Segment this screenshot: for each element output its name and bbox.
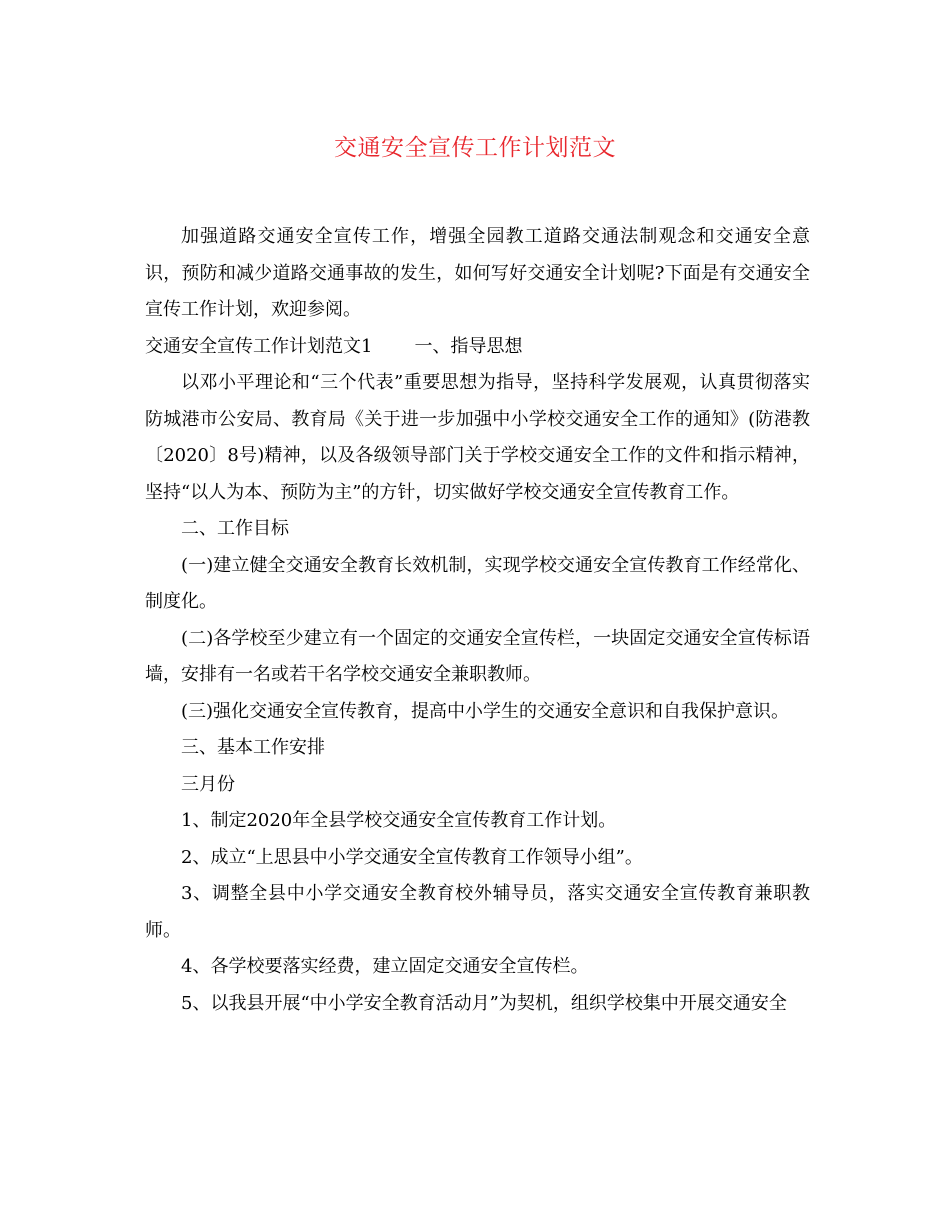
section-heading-line <box>145 329 810 366</box>
task-item-2: 2、成立“上思县中小学交通安全宣传教育工作领导小组”。 <box>181 846 643 868</box>
task-item-1: 1、制定2020年全县学校交通安全宣传教育工作计划。 <box>181 810 617 831</box>
section-title: 交通安全宣传工作计划范文1 <box>145 335 373 357</box>
goals-heading: 二、工作目标 <box>181 518 289 539</box>
goal-item-2: (二)各学校至少建立有一个固定的交通安全宣传栏，一块固定交通安全宣传标语墙，安排有一名或若干名学校交通安全兼职教师。 <box>145 627 810 685</box>
task-item-5: 5、以我县开展“中小学安全教育活动月”为契机，组织学校集中开展交通安全 <box>181 992 787 1014</box>
month-heading: 三月份 <box>181 773 235 795</box>
guiding-thought-paragraph: 以邓小平理论和“三个代表”重要思想为指导，坚持科学发展观，认真贯彻落实防城港市公安局、教育局《关于进一步加强中小学校交通安全工作的通知》(防港教〔2020〕8号)精神，以及各级领导部门关于学校交通安全工作的文件和指示精神，坚持“以人为本、预防为主”的方针，切实做好学校交通安全宣传教育工作。 <box>145 372 810 503</box>
goal-item-1: (一)建立健全交通安全教育长效机制，实现学校交通安全宣传教育工作经常化、制度化。 <box>145 554 810 612</box>
task-item-3: 3、调整全县中小学交通安全教育校外辅导员，落实交通安全宣传教育兼职教师。 <box>145 883 810 941</box>
document-title: 交通安全宣传工作计划范文 <box>334 135 616 161</box>
intro-paragraph: 加强道路交通安全宣传工作，增强全园教工道路交通法制观念和交通安全意识，预防和减少道路交通事故的发生，如何写好交通安全计划呢?下面是有交通安全宣传工作计划，欢迎参阅。 <box>145 226 810 320</box>
goal-item-3: (三)强化交通安全宣传教育，提高中小学生的交通安全意识和自我保护意识。 <box>181 700 790 722</box>
arrangement-heading: 三、基本工作安排 <box>181 737 325 758</box>
section-subheading: 一、指导思想 <box>414 335 523 357</box>
task-item-4: 4、各学校要落实经费，建立固定交通安全宣传栏。 <box>181 956 589 977</box>
document-body <box>145 219 810 1022</box>
